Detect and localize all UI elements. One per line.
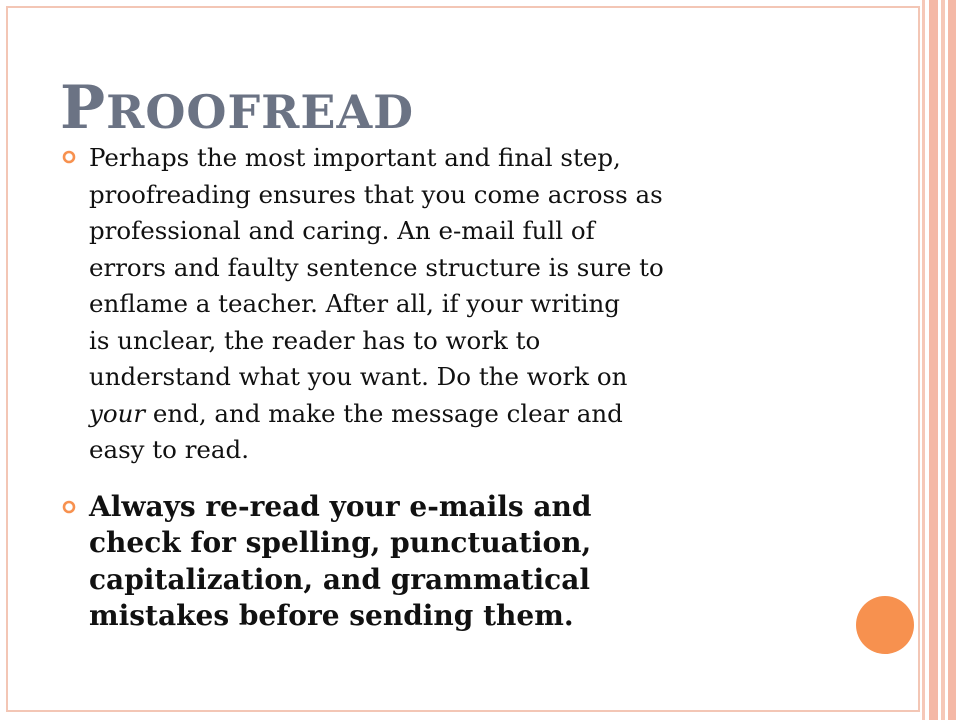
bullet-text-line: Perhaps the most important and final step, — [89, 143, 621, 172]
bullet-text-line: Always re-read your e-mails and — [89, 489, 592, 523]
decorative-stripes — [920, 0, 960, 720]
bullet-item — [62, 140, 832, 469]
orange-circle-icon — [856, 596, 914, 654]
bullet-text-line: errors and faulty sentence structure is sure to — [89, 252, 664, 282]
bullet-text-line: mistakes before sending them. — [89, 599, 574, 632]
bullet-text-fragment: end, and make the message clear and — [145, 398, 623, 428]
title-rest: ROOFREAD — [106, 85, 415, 139]
bullet-text-line: easy to read. — [89, 435, 249, 464]
bullet-text-line — [89, 396, 832, 433]
bullet-list — [62, 140, 832, 635]
bullet-item — [62, 489, 832, 635]
bullet-text-line: professional and caring. An e-mail full of — [89, 216, 595, 245]
bullet-text-line: capitalization, and grammatical — [89, 562, 590, 596]
bullet-text-line: enflame a teacher. After all, if your writing — [89, 289, 620, 318]
emphasized-word: your — [89, 398, 146, 428]
bullet-text-line: is unclear, the reader has to work to — [89, 325, 541, 355]
slide-title — [60, 73, 415, 143]
bullet-text-line: understand what you want. Do the work on — [89, 362, 628, 391]
bullet-text-line: check for spelling, punctuation, — [89, 526, 592, 559]
orange-ring-bullet-icon — [62, 500, 76, 514]
orange-ring-bullet-icon — [62, 150, 76, 164]
bullet-text-line: proofreading ensures that you come across as — [89, 179, 663, 209]
title-initial: P — [60, 73, 107, 143]
